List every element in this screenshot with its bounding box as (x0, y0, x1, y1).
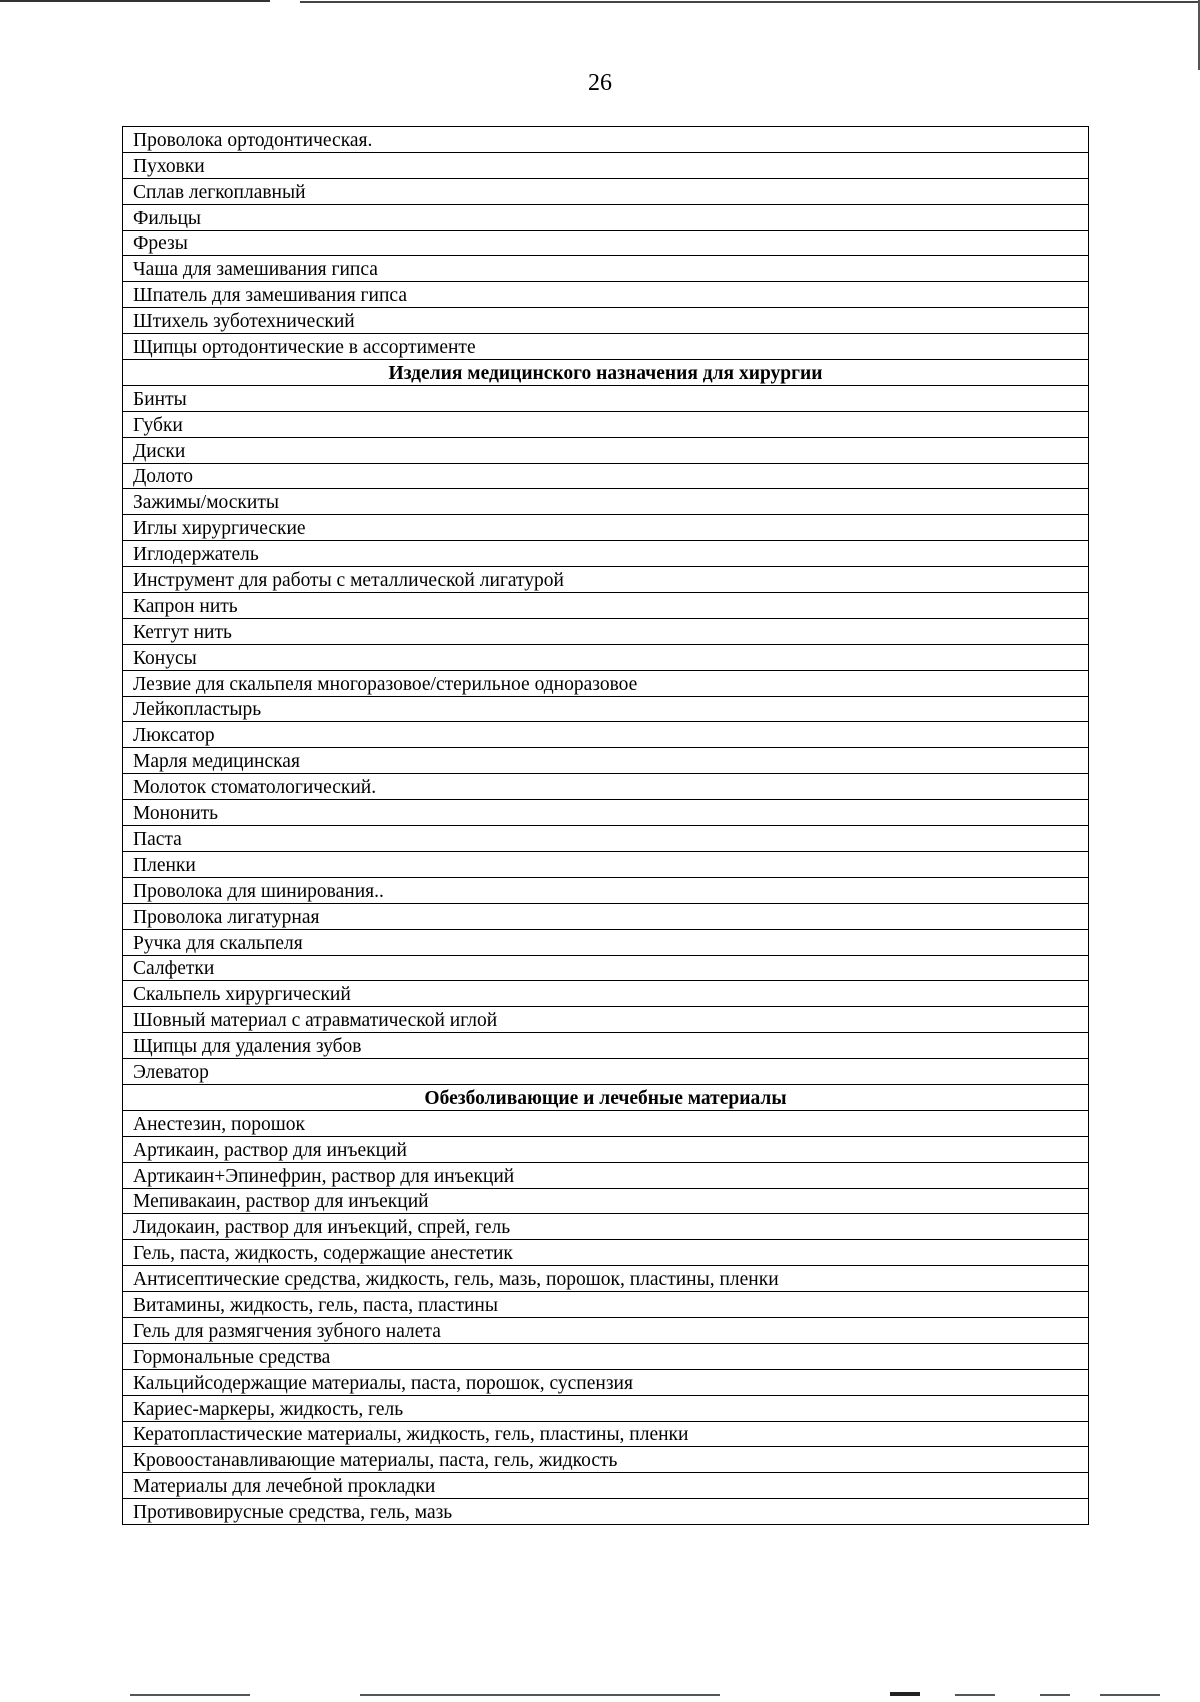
table-row (123, 722, 1089, 748)
table-row (123, 800, 1089, 826)
item-name: Шовный материал с атравматической иглой (123, 1007, 1089, 1033)
table-row (123, 1007, 1089, 1033)
item-name: Кальцийсодержащие материалы, паста, порошок, суспензия (123, 1369, 1089, 1395)
table-row (123, 618, 1089, 644)
scan-edge-bottom (0, 1692, 1200, 1698)
table-row (123, 127, 1089, 153)
section-heading-row (123, 1084, 1089, 1110)
table-row (123, 1473, 1089, 1499)
table-row (123, 1317, 1089, 1343)
scan-edge-top (0, 0, 1200, 6)
table-row (123, 670, 1089, 696)
item-name: Диски (123, 437, 1089, 463)
table-row (123, 567, 1089, 593)
item-name: Лейкопластырь (123, 696, 1089, 722)
item-name: Антисептические средства, жидкость, гель, мазь, порошок, пластины, пленки (123, 1266, 1089, 1292)
table-row (123, 437, 1089, 463)
item-name: Бинты (123, 385, 1089, 411)
item-name: Долото (123, 463, 1089, 489)
table-row (123, 1188, 1089, 1214)
table-row (123, 955, 1089, 981)
table-row (123, 1136, 1089, 1162)
item-name: Артикаин, раствор для инъекций (123, 1136, 1089, 1162)
table-row (123, 696, 1089, 722)
item-name: Иглодержатель (123, 541, 1089, 567)
item-name: Кровоостанавливающие материалы, паста, гель, жидкость (123, 1447, 1089, 1473)
table-row (123, 929, 1089, 955)
item-name: Гель, паста, жидкость, содержащие анестетик (123, 1240, 1089, 1266)
table-row (123, 489, 1089, 515)
table-row (123, 903, 1089, 929)
table-row (123, 1240, 1089, 1266)
item-name: Люксатор (123, 722, 1089, 748)
section-heading-row (123, 360, 1089, 386)
item-name: Штихель зуботехнический (123, 308, 1089, 334)
table-row (123, 1447, 1089, 1473)
items-table (122, 126, 1089, 1525)
table-row (123, 1292, 1089, 1318)
table-row (123, 385, 1089, 411)
item-name: Гормональные средства (123, 1343, 1089, 1369)
item-name: Кератопластические материалы, жидкость, гель, пластины, пленки (123, 1421, 1089, 1447)
item-name: Артикаин+Эпинефрин, раствор для инъекций (123, 1162, 1089, 1188)
item-name: Фильцы (123, 204, 1089, 230)
table-row (123, 1059, 1089, 1085)
table-row (123, 463, 1089, 489)
table-row (123, 826, 1089, 852)
table-row (123, 644, 1089, 670)
item-name: Конусы (123, 644, 1089, 670)
item-name: Лидокаин, раствор для инъекций, спрей, гель (123, 1214, 1089, 1240)
item-name: Проволока лигатурная (123, 903, 1089, 929)
table-row (123, 204, 1089, 230)
table-row (123, 1266, 1089, 1292)
items-table-body (123, 127, 1089, 1525)
item-name: Губки (123, 411, 1089, 437)
table-row (123, 541, 1089, 567)
item-name: Паста (123, 826, 1089, 852)
page-number: 26 (588, 70, 612, 96)
item-name: Шпатель для замешивания гипса (123, 282, 1089, 308)
table-row (123, 1421, 1089, 1447)
item-name: Сплав легкоплавный (123, 178, 1089, 204)
item-name: Пленки (123, 851, 1089, 877)
table-row (123, 334, 1089, 360)
item-name: Проволока для шинирования.. (123, 877, 1089, 903)
table-row (123, 308, 1089, 334)
item-name: Зажимы/москиты (123, 489, 1089, 515)
table-row (123, 152, 1089, 178)
item-name: Иглы хирургические (123, 515, 1089, 541)
item-name: Проволока ортодонтическая. (123, 127, 1089, 153)
item-name: Пуховки (123, 152, 1089, 178)
item-name: Капрон нить (123, 593, 1089, 619)
item-name: Салфетки (123, 955, 1089, 981)
item-name: Гель для размягчения зубного налета (123, 1317, 1089, 1343)
table-row (123, 1033, 1089, 1059)
item-name: Мепивакаин, раствор для инъекций (123, 1188, 1089, 1214)
item-name: Анестезин, порошок (123, 1110, 1089, 1136)
table-row (123, 748, 1089, 774)
item-name: Противовирусные средства, гель, мазь (123, 1499, 1089, 1525)
item-name: Лезвие для скальпеля многоразовое/стерильное одноразовое (123, 670, 1089, 696)
item-name: Молоток стоматологический. (123, 774, 1089, 800)
item-name: Ручка для скальпеля (123, 929, 1089, 955)
item-name: Мононить (123, 800, 1089, 826)
table-row (123, 593, 1089, 619)
item-name: Скальпель хирургический (123, 981, 1089, 1007)
table-row (123, 877, 1089, 903)
item-name: Кетгут нить (123, 618, 1089, 644)
section-heading: Изделия медицинского назначения для хирургии (123, 360, 1089, 386)
table-row (123, 282, 1089, 308)
table-row (123, 1162, 1089, 1188)
item-name: Щипцы ортодонтические в ассортименте (123, 334, 1089, 360)
item-name: Щипцы для удаления зубов (123, 1033, 1089, 1059)
item-name: Кариес-маркеры, жидкость, гель (123, 1395, 1089, 1421)
item-name: Чаша для замешивания гипса (123, 256, 1089, 282)
table-row (123, 1369, 1089, 1395)
table-row (123, 411, 1089, 437)
item-name: Фрезы (123, 230, 1089, 256)
item-name: Материалы для лечебной прокладки (123, 1473, 1089, 1499)
table-row (123, 178, 1089, 204)
item-name: Элеватор (123, 1059, 1089, 1085)
table-row (123, 981, 1089, 1007)
table-row (123, 1110, 1089, 1136)
table-row (123, 1499, 1089, 1525)
table-row (123, 851, 1089, 877)
table-row (123, 1395, 1089, 1421)
item-name: Витамины, жидкость, гель, паста, пластины (123, 1292, 1089, 1318)
table-row (123, 1214, 1089, 1240)
table-row (123, 230, 1089, 256)
item-name: Инструмент для работы с металлической лигатурой (123, 567, 1089, 593)
table-row (123, 1343, 1089, 1369)
section-heading: Обезболивающие и лечебные материалы (123, 1084, 1089, 1110)
table-row (123, 774, 1089, 800)
table-row (123, 515, 1089, 541)
table-row (123, 256, 1089, 282)
item-name: Марля медицинская (123, 748, 1089, 774)
